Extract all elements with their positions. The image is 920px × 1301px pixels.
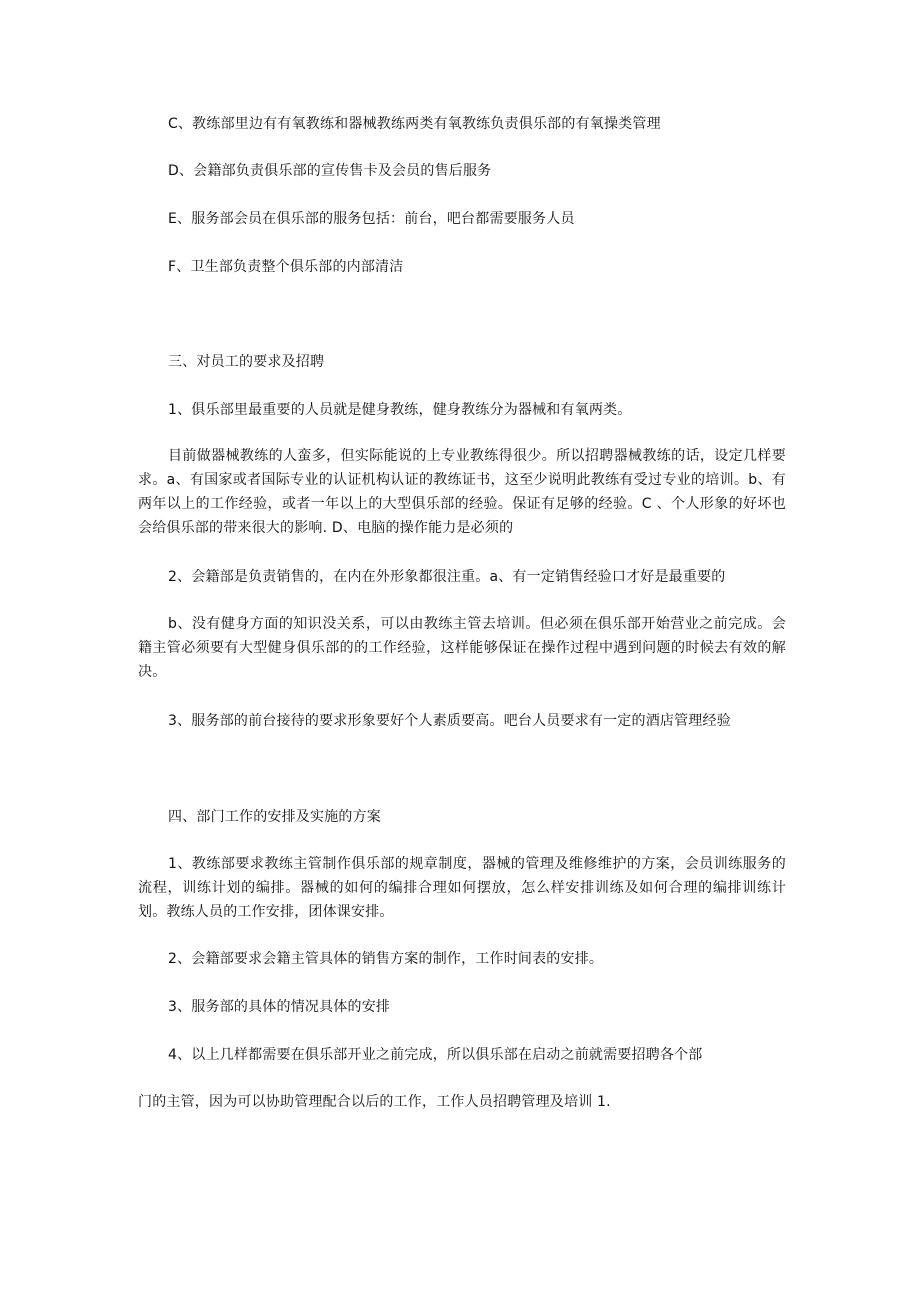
section-4-paragraph-1: 1、教练部要求教练主管制作俱乐部的规章制度，器械的管理及维修维护的方案，会员训练服务的流程，训练计划的编排。器械的如何的编排合理如何摆放，怎么样安排训练及如何合理的编排训练计划。教练人员的工作安排，团体课安排。 <box>138 856 786 920</box>
section-3-item-1: 1、俱乐部里最重要的人员就是健身教练，健身教练分为器械和有氧两类。 <box>168 402 632 418</box>
section-4-item-3: 3、服务部的具体的情况具体的安排 <box>168 999 391 1015</box>
section-3-item-3: 3、服务部的前台接待的要求形象要好个人素质要高。吧台人员要求有一定的酒店管理经验 <box>168 713 731 729</box>
section-3-paragraph-2: b、没有健身方面的知识没关系，可以由教练主管去培训。但必须在俱乐部开始营业之前完成。会籍主管必须要有大型健身俱乐部的的工作经验，这样能够保证在操作过程中遇到问题的时候去有效的解决。 <box>138 616 786 680</box>
section-3-paragraph-1: 目前做器械教练的人蛮多，但实际能说的上专业教练得很少。所以招聘器械教练的话，设定几样要求。a、有国家或者国际专业的认证机构认证的教练证书，这至少说明此教练有受过专业的培训。b、有两年以上的工作经验，或者一年以上的大型俱乐部的经验。保证有足够的经验。C 、个人形象的好坏也会给俱乐部的带来很大的影响. D、电脑的操作能力是必须的 <box>138 448 786 536</box>
section-3-item-2: 2、会籍部是负责销售的，在内在外形象都很注重。a、有一定销售经验口才好是最重要的 <box>168 569 726 585</box>
section-4-item-4-continued: 门的主管，因为可以协助管理配合以后的工作，工作人员招聘管理及培训 1. <box>138 1094 611 1110</box>
section-3-heading: 三、对员工的要求及招聘 <box>168 354 325 370</box>
section-4-item-2: 2、会籍部要求会籍主管具体的销售方案的制作，工作时间表的安排。 <box>168 951 604 967</box>
dept-item-f: F、卫生部负责整个俱乐部的内部清洁 <box>168 259 404 275</box>
dept-item-c: C、教练部里边有有氧教练和器械教练两类有氧教练负责俱乐部的有氧操类管理 <box>168 116 661 132</box>
dept-item-d: D、会籍部负责俱乐部的宣传售卡及会员的售后服务 <box>168 163 492 179</box>
section-4-item-4: 4、以上几样都需要在俱乐部开业之前完成，所以俱乐部在启动之前就需要招聘各个部 <box>168 1047 703 1063</box>
dept-item-e: E、服务部会员在俱乐部的服务包括：前台，吧台都需要服务人员 <box>168 211 575 227</box>
section-4-heading: 四、部门工作的安排及实施的方案 <box>168 809 381 825</box>
